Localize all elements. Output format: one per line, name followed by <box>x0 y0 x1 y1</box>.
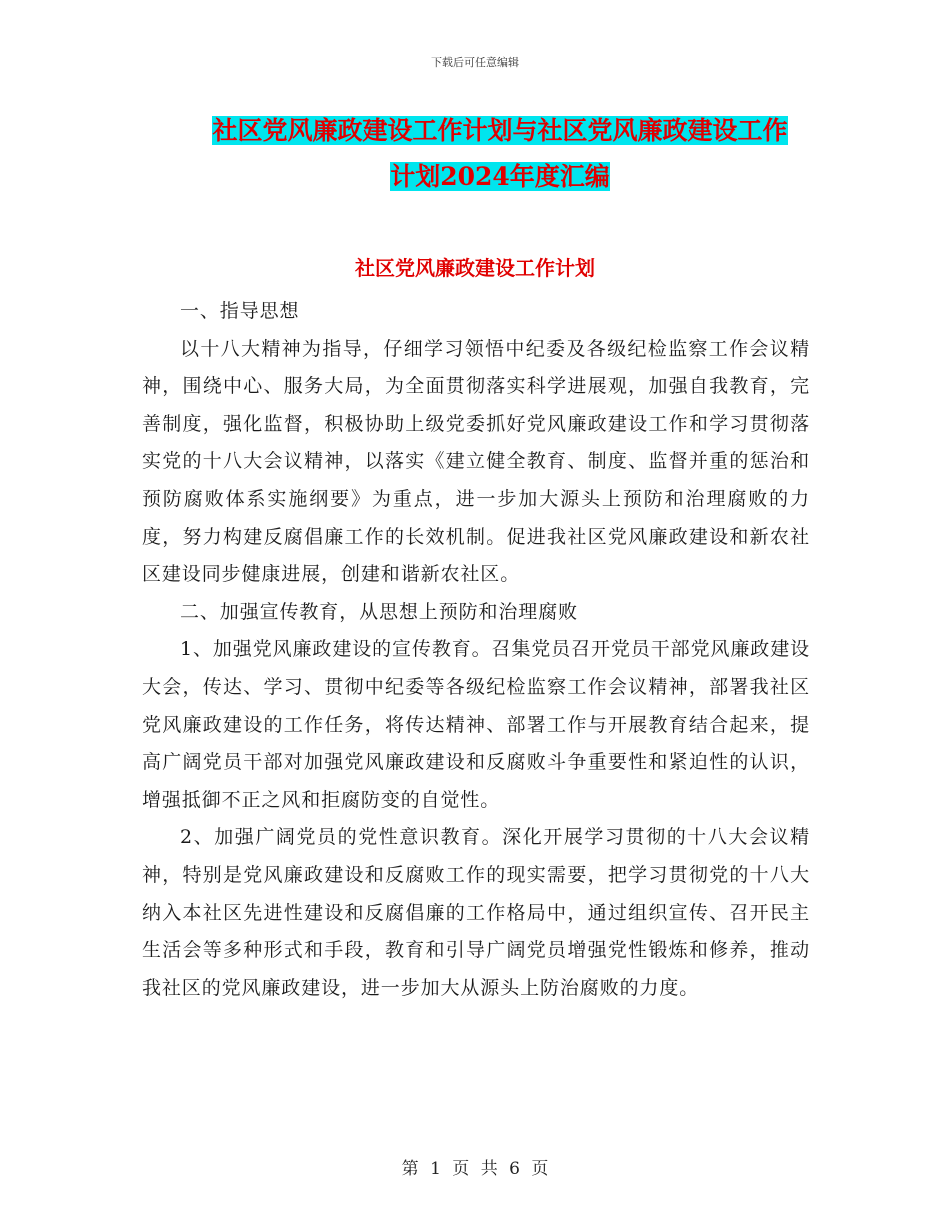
section-title: 社区党风廉政建设工作计划 <box>355 256 595 280</box>
document-title-line-1: 社区党风廉政建设工作计划与社区党风廉政建设工作 <box>212 116 788 145</box>
heading-publicity-education: 二、加强宣传教育，从思想上预防和治理腐败 <box>180 600 579 623</box>
paragraph-item-2: 2、加强广阔党员的党性意识教育。深化开展学习贯彻的十八大会议精神，特别是党风廉政建设和反腐败工作的现实需要，把学习贯彻党的十八大纳入本社区先进性建设和反腐倡廉的工作格局中，通过组织宣传、召开民主生活会等多种形式和手段，教育和引导广阔党员增强党性锻炼和修养，推动我社区的党风廉政建设，进一步加大从源头上防治腐败的力度。 <box>142 826 810 999</box>
document-body <box>142 293 810 1007</box>
heading-guiding-thought: 一、指导思想 <box>180 300 300 322</box>
paragraph-item-1: 1、加强党风廉政建设的宣传教育。召集党员召开党员干部党风廉政建设大会，传达、学习、贯彻中纪委等各级纪检监察工作会议精神，部署我社区党风廉政建设的工作任务，将传达精神、部署工作与开展教育结合起来，提高广阔党员干部对加强党风廉政建设和反腐败斗争重要性和紧迫性的认识，增强抵御不正之风和拒腐防变的自觉性。 <box>142 638 810 811</box>
document-title-line-2: 计划2024年度汇编 <box>390 162 610 191</box>
paragraph-guiding-thought: 以十八大精神为指导，仔细学习领悟中纪委及各级纪检监察工作会议精神，围绕中心、服务大局，为全面贯彻落实科学进展观，加强自我教育，完善制度，强化监督，积极协助上级党委抓好党风廉政建设工作和学习贯彻落实党的十八大会议精神，以落实《建立健全教育、制度、监督并重的惩治和预防腐败体系实施纲要》为重点，进一步加大源头上预防和治理腐败的力度，努力构建反腐倡廉工作的长效机制。促进我社区党风廉政建设和新农社区建设同步健康进展，创建和谐新农社区。 <box>142 337 810 586</box>
header-note: 下载后可任意编辑 <box>431 56 519 69</box>
document-title <box>160 108 840 200</box>
page-footer: 第 1 页 共 6 页 <box>401 1159 549 1179</box>
